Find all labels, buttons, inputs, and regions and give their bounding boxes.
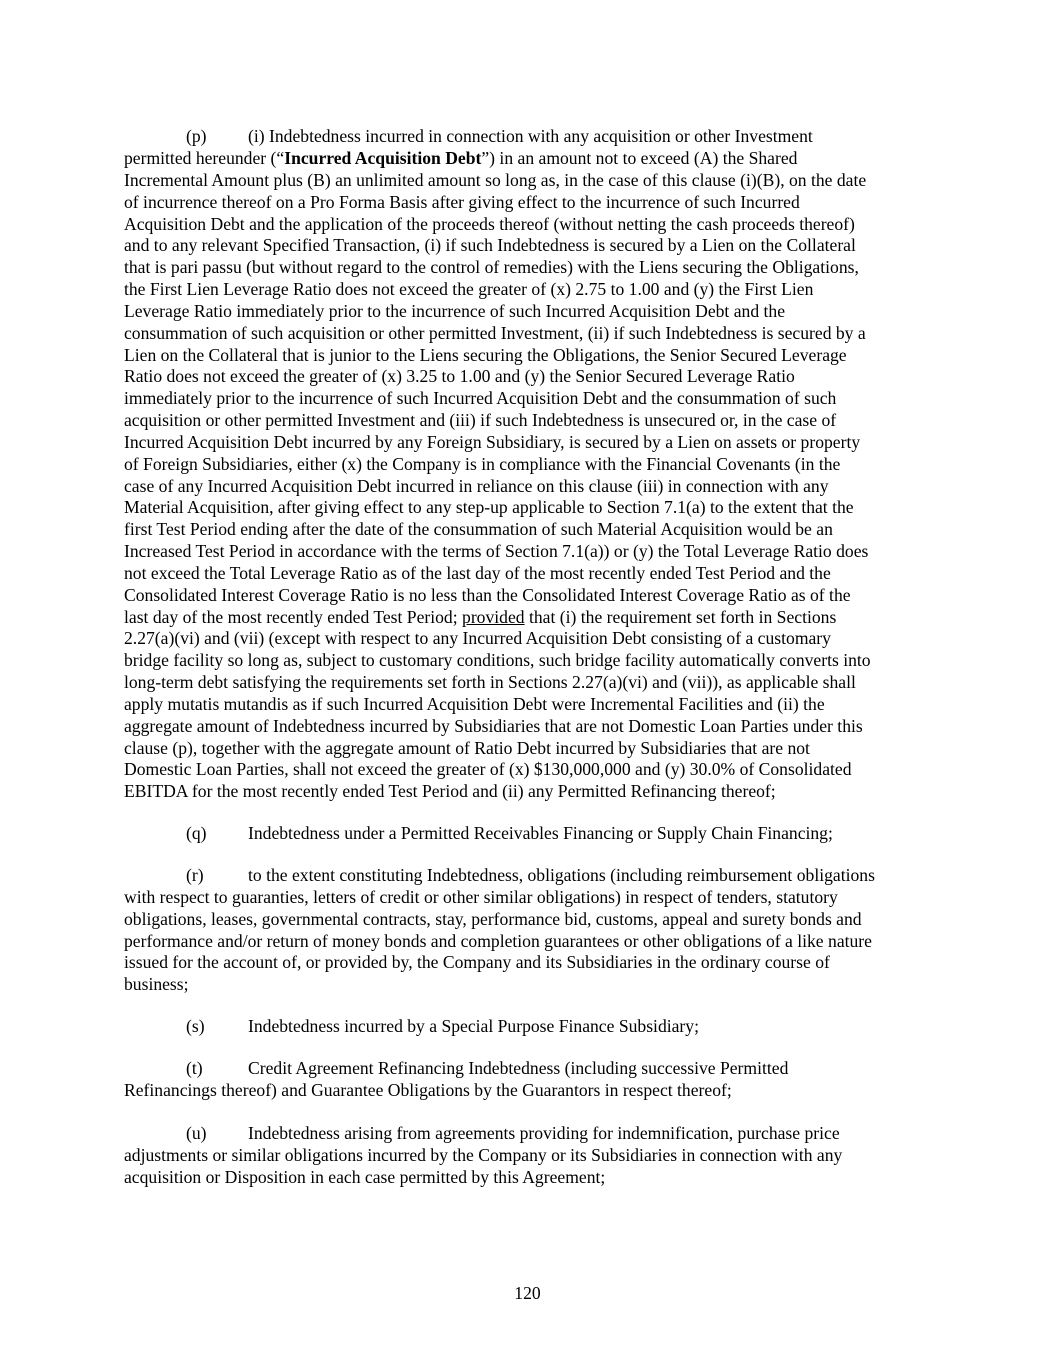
clause-text-line: of Foreign Subsidiaries, either (x) the Company is in compliance with the Financial Covenants (in the (124, 454, 841, 474)
clause-text-line: immediately prior to the incurrence of such Incurred Acquisition Debt and the consummation of such (124, 388, 837, 408)
clause-text-line: Indebtedness incurred by a Special Purpose Finance Subsidiary; (248, 1016, 699, 1036)
defined-term: Incurred Acquisition Debt (284, 148, 482, 168)
clause-label: (u) (186, 1123, 207, 1143)
clause-text-line: acquisition or other permitted Investment and (iii) if such Indebtedness is unsecured or, in the case of (124, 410, 837, 430)
clause-text-line: of incurrence thereof on a Pro Forma Basis after giving effect to the incurrence of such Incurred (124, 192, 800, 212)
clause-text-line: Credit Agreement Refinancing Indebtedness (including successive Permitted (248, 1058, 789, 1078)
clause-text-line: Incurred Acquisition Debt incurred by any Foreign Subsidiary, is secured by a Lien on assets or property (124, 432, 861, 452)
clause-text-line: with respect to guaranties, letters of credit or other similar obligations) in respect of tenders, statutory (124, 887, 838, 907)
clause-text-line: to the extent constituting Indebtedness, obligations (including reimbursement obligations (248, 865, 875, 885)
clause-text-line: case of any Incurred Acquisition Debt incurred in reliance on this clause (iii) in connection with any (124, 476, 829, 496)
clause-text-line: consummation of such acquisition or other permitted Investment, (ii) if such Indebtedness is secured by a (124, 323, 866, 343)
clause-text-line: not exceed the Total Leverage Ratio as of the last day of the most recently ended Test Period and the (124, 563, 831, 583)
clause-text-line: Indebtedness under a Permitted Receivables Financing or Supply Chain Financing; (248, 823, 833, 843)
page-number: 120 (514, 1283, 541, 1303)
clause-text-line: business; (124, 974, 189, 994)
clause-text-line: bridge facility so long as, subject to customary conditions, such bridge facility automatically converts into (124, 650, 871, 670)
provided-term: provided (462, 607, 525, 627)
clause-text-line: the First Lien Leverage Ratio does not exceed the greater of (x) 2.75 to 1.00 and (y) the First Lien (124, 279, 814, 299)
clause-text-line: performance and/or return of money bonds and completion guarantees or other obligations of a like nature (124, 931, 872, 951)
clause-text-line: Acquisition Debt and the application of the proceeds thereof (without netting the cash proceeds thereof) (124, 214, 855, 234)
clause-text-line: that is pari passu (but without regard to the control of remedies) with the Liens securing the Obligations, (124, 257, 859, 277)
clause-text-line: permitted hereunder (“Incurred Acquisition Debt”) in an amount not to exceed (A) the Shared (124, 148, 798, 168)
clause-text-line: Indebtedness arising from agreements providing for indemnification, purchase price (248, 1123, 840, 1143)
clause-text-line: obligations, leases, governmental contracts, stay, performance bid, customs, appeal and surety bonds and (124, 909, 862, 929)
clause-label: (q) (186, 823, 207, 843)
clause-text-line: issued for the account of, or provided by, the Company and its Subsidiaries in the ordinary course of (124, 952, 830, 972)
clause-text-line: adjustments or similar obligations incurred by the Company or its Subsidiaries in connection with any (124, 1145, 843, 1165)
clause-text-line: apply mutatis mutandis as if such Incurred Acquisition Debt were Incremental Facilities and (ii) the (124, 694, 825, 714)
clause-label: (s) (186, 1016, 205, 1036)
clause-text-line: acquisition or Disposition in each case permitted by this Agreement; (124, 1167, 606, 1187)
clause-label: (r) (186, 865, 204, 885)
clause-text-line: Lien on the Collateral that is junior to the Liens securing the Obligations, the Senior Secured Leverage (124, 345, 847, 365)
clause-text-line: Increased Test Period in accordance with the terms of Section 7.1(a)) or (y) the Total Leverage Ratio does (124, 541, 869, 561)
clause-text-line: Refinancings thereof) and Guarantee Obligations by the Guarantors in respect thereof; (124, 1080, 732, 1100)
clause-label: (p) (186, 126, 207, 146)
clause-text-line: (i) Indebtedness incurred in connection with any acquisition or other Investment (248, 126, 813, 146)
clause-label: (t) (186, 1058, 203, 1078)
clause-text-line: long-term debt satisfying the requirements set forth in Sections 2.27(a)(vi) and (vii)), as applicable shall (124, 672, 856, 692)
clause-text-line: Consolidated Interest Coverage Ratio is no less than the Consolidated Interest Coverage Ratio as of the (124, 585, 851, 605)
clause-text-line: 2.27(a)(vi) and (vii) (except with respect to any Incurred Acquisition Debt consisting of a customary (124, 628, 831, 648)
clause-text-line: Leverage Ratio immediately prior to the incurrence of such Incurred Acquisition Debt and the (124, 301, 786, 321)
clause-text-line: last day of the most recently ended Test Period; provided that (i) the requirement set forth in Sections (124, 607, 837, 627)
clause-text-line: first Test Period ending after the date of the consummation of such Material Acquisition would be an (124, 519, 833, 539)
clause-text-line: Domestic Loan Parties, shall not exceed the greater of (x) $130,000,000 and (y) 30.0% of Consolidated (124, 759, 852, 779)
clause-text-line: EBITDA for the most recently ended Test Period and (ii) any Permitted Refinancing thereof; (124, 781, 776, 801)
clause-text-line: aggregate amount of Indebtedness incurred by Subsidiaries that are not Domestic Loan Parties under this (124, 716, 863, 736)
clause-text-line: Ratio does not exceed the greater of (x) 3.25 to 1.00 and (y) the Senior Secured Leverage Ratio (124, 366, 795, 386)
clause-text-line: and to any relevant Specified Transaction, (i) if such Indebtedness is secured by a Lien on the Collateral (124, 235, 856, 255)
clause-text-line: Material Acquisition, after giving effect to any step-up applicable to Section 7.1(a) to the extent that the (124, 497, 854, 517)
clause-text-line: clause (p), together with the aggregate amount of Ratio Debt incurred by Subsidiaries that are not (124, 738, 810, 758)
clause-text-line: Incremental Amount plus (B) an unlimited amount so long as, in the case of this clause (i)(B), on the date (124, 170, 867, 190)
